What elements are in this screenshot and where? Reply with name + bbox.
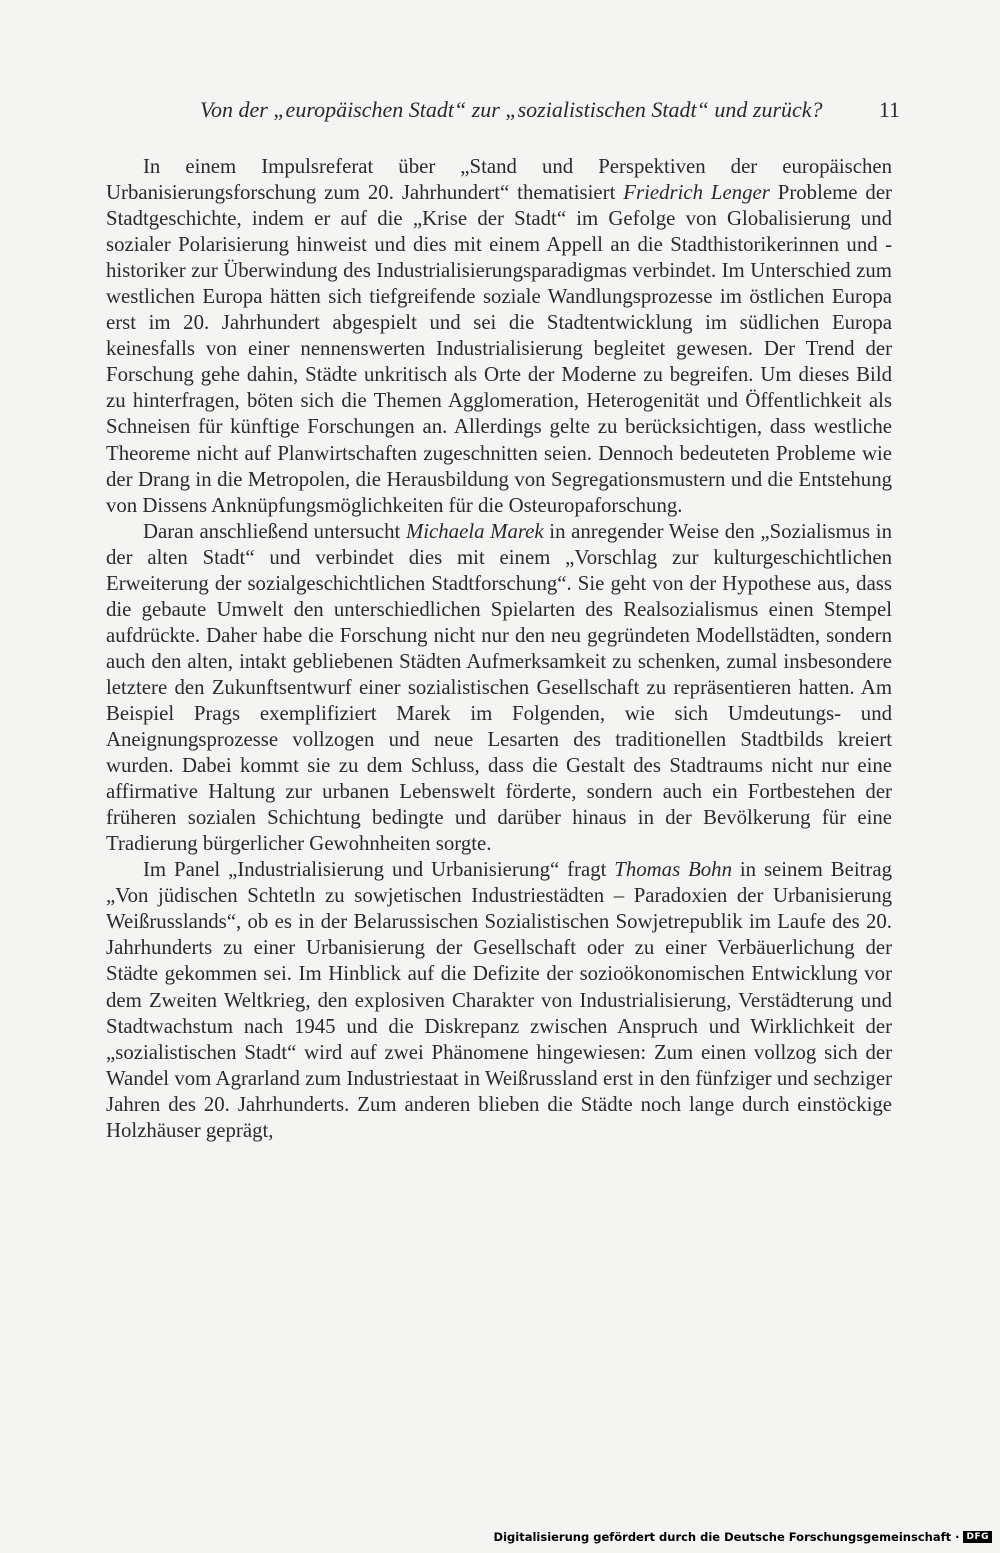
page-number: 11 — [878, 97, 900, 122]
author-name: Friedrich Lenger — [623, 181, 770, 205]
dfg-logo: DFG — [963, 1531, 992, 1543]
paragraph-text: in seinem Beitrag „Von jüdischen Schtetln zu sowjetischen Industriestädten – Paradoxien der Urbanisierung Weißrusslands“, ob es in der Belarussischen Sozialistischen Sowjetrepublik im Laufe des 20. Jahrhunderts zu einer Urbanisierung der Gesellschaft oder zu einer Verbäuerlichung der Städte gekommen sei. Im Hinblick auf die Defizite der sozioökonomischen Entwicklung vor dem Zweiten Weltkrieg, den explosiven Charakter von Industrialisierung, Verstädterung und Stadtwachstum nach 1945 und die Diskrepanz zwischen Anspruch und Wirklichkeit der „sozialistischen Stadt“ wird auf zwei Phänomene hingewiesen: Zum einen vollzog sich der Wandel vom Agrarland zum Industriestaat in Weißrussland erst in den fünfziger und sechziger Jahren des 20. Jahrhunderts. Zum anderen blieben die Städte noch lange durch einstöckige Holzhäuser geprägt, — [106, 858, 892, 1142]
paragraph-text: In einem Impulsreferat über „Stand und Perspektiven der europäischen Urbanisierungsforschung zum 20. Jahrhundert“ thematisiert — [106, 155, 892, 205]
paragraph-text: Probleme der Stadtgeschichte, indem er auf die „Krise der Stadt“ im Gefolge von Globalisierung und sozialer Polarisierung hinweist und dies mit einem Appell an die Stadthistorikerinnen und -historiker zur Überwindung des Industrialisierungsparadigmas verbindet. Im Unterschied zum westlichen Europa hätten sich tiefgreifende soziale Wandlungsprozesse im östlichen Europa erst im 20. Jahrhundert abgespielt und sei die Stadtentwicklung im südlichen Europa keinesfalls von einer nennenswerten Industrialisierung begleitet gewesen. Der Trend der Forschung gehe dahin, Städte unkritisch als Orte der Moderne zu begreifen. Um dieses Bild zu hinterfragen, böten sich die Themen Agglomeration, Heterogenität und Öffentlichkeit als Schneisen für künftige Forschungen an. Allerdings gelte zu berücksichtigen, dass westliche Theoreme nicht auf Planwirtschaften zugeschnitten seien. Dennoch bedeuteten Probleme wie der Drang in die Metropolen, die Herausbildung von Segregationsmustern und die Entstehung von Dissens Anknüpfungsmöglichkeiten für die Osteuropaforschung. — [106, 181, 892, 517]
paragraph-text: in anregender Weise den „Sozialismus in der alten Stadt“ und verbindet dies mit einem „Vorschlag zur kulturgeschichtlichen Erweiterung der sozialgeschichtlichen Stadtforschung“. Sie geht von der Hypothese aus, dass die gebaute Umwelt den unterschiedlichen Spielarten des Realsozialismus einen Stempel aufdrückte. Daher habe die Forschung nicht nur den neu gegründeten Modellstädten, sondern auch den alten, intakt gebliebenen Städten Aufmerksamkeit zu schenken, zumal insbesondere letztere den Zukunftsentwurf einer sozialistischen Gesellschaft zu repräsentieren hatten. Am Beispiel Prags exemplifiziert Marek im Folgenden, wie sich Umdeutungs- und Aneignungsprozesse vollzogen und neue Lesarten des traditionellen Stadtbilds kreiert wurden. Dabei kommt sie zu dem Schluss, dass die Gestalt des Stadtraums nicht nur eine affirmative Haltung zur urbanen Lebenswelt förderte, sondern auch ein Fortbestehen der früheren sozialen Schichtung bedingte und darüber hinaus in der Bevölkerung für eine Tradierung bürgerlicher Gewohnheiten sorgte. — [106, 519, 892, 856]
running-head — [200, 94, 900, 126]
running-title: Von der „europäischen Stadt“ zur „sozialistischen Stadt“ und zurück? — [200, 97, 823, 122]
digitization-footer — [494, 1527, 992, 1547]
paragraph-marek — [106, 519, 892, 858]
paragraph-bohn — [106, 857, 892, 1144]
author-name: Michaela Marek — [405, 519, 544, 543]
body-text — [106, 154, 892, 1144]
paragraph-text: Daran anschließend untersucht — [143, 519, 406, 543]
author-name: Thomas Bohn — [614, 858, 732, 882]
paragraph-lenger — [106, 154, 892, 519]
paragraph-text: Im Panel „Industrialisierung und Urbanisierung“ fragt — [143, 858, 615, 882]
footer-text: Digitalisierung gefördert durch die Deutsche Forschungsgemeinschaft · — [493, 1530, 960, 1544]
